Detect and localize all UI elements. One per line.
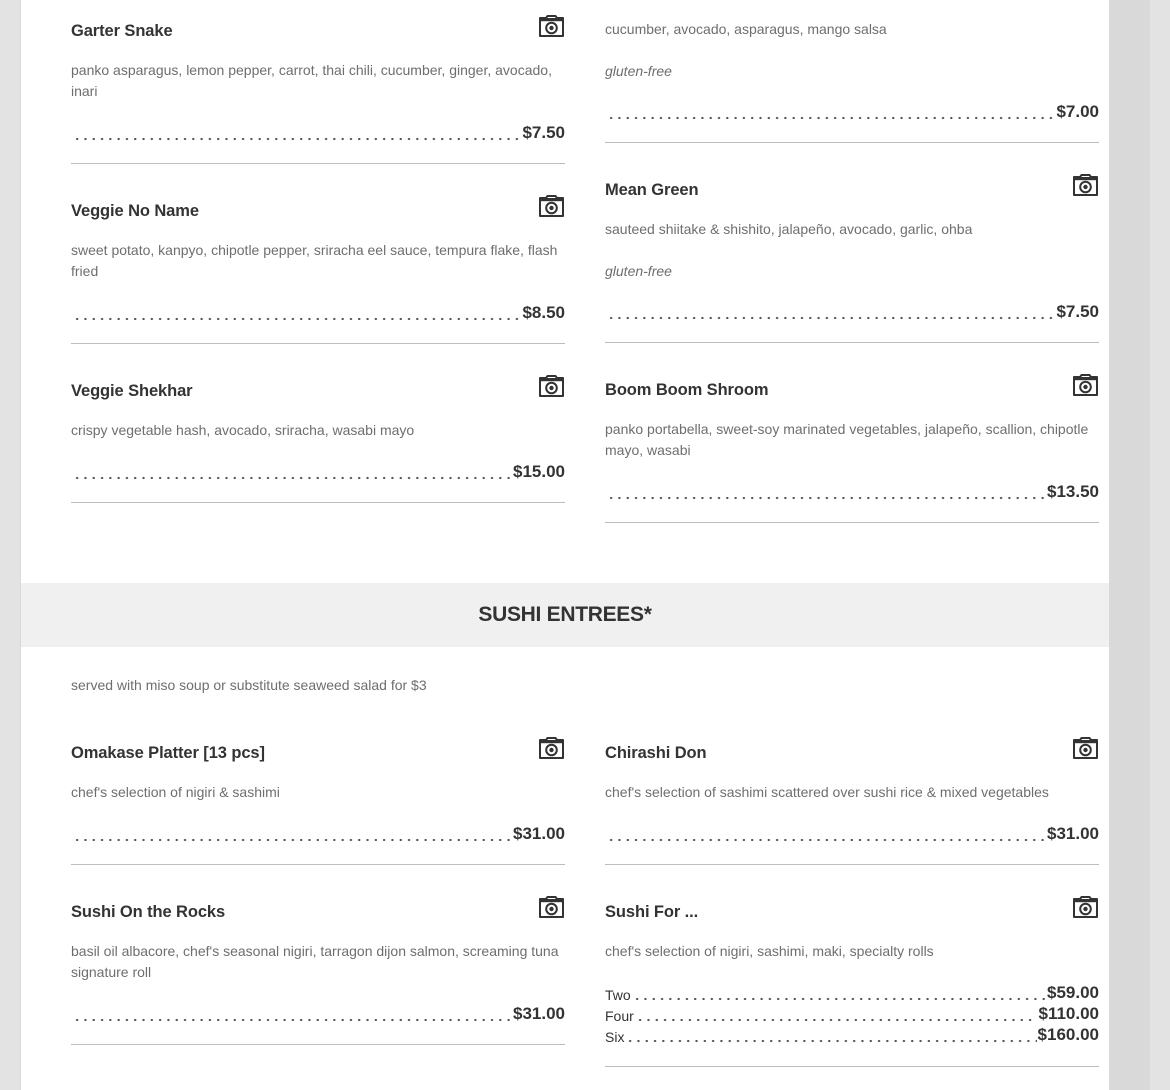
price-row (71, 122, 565, 143)
item-name: Garter Snake (71, 22, 173, 40)
divider (605, 1066, 1099, 1067)
section-note: served with miso soup or substitute seaweed salad for $3 (71, 677, 427, 693)
price-label: Four (605, 1008, 634, 1024)
item-price: $31.00 (513, 1004, 565, 1023)
camera-icon[interactable] (1072, 374, 1099, 396)
item-description: basil oil albacore, chef's seasonal nigiri, tarragon dijon salmon, screaming tuna signature roll (71, 943, 559, 980)
item-description: panko asparagus, lemon pepper, carrot, thai chili, cucumber, ginger, avocado, inari (71, 62, 552, 99)
item-price: $110.00 (1038, 1004, 1099, 1023)
item-description: chef's selection of sashimi scattered over sushi rice & mixed vegetables (605, 784, 1049, 800)
camera-icon[interactable] (1072, 737, 1099, 759)
item-name: Veggie Shekhar (71, 382, 193, 400)
divider (605, 342, 1099, 343)
divider (71, 343, 565, 344)
item-price: $59.00 (1047, 983, 1099, 1002)
item-name: Mean Green (605, 181, 699, 199)
price-row (605, 1024, 1099, 1045)
item-description: chef's selection of nigiri, sashimi, maki, specialty rolls (605, 943, 934, 959)
item-name: Omakase Platter [13 pcs] (71, 744, 265, 762)
price-row (605, 301, 1099, 322)
price-row (71, 823, 565, 844)
camera-icon[interactable] (538, 195, 565, 217)
item-price: $160.00 (1037, 1025, 1099, 1044)
item-description: cucumber, avocado, asparagus, mango salsa (605, 21, 887, 37)
divider (71, 1044, 565, 1045)
dietary-tag: gluten-free (605, 63, 672, 79)
item-name: Sushi For ... (605, 903, 699, 921)
camera-icon[interactable] (538, 15, 565, 37)
camera-icon[interactable] (538, 896, 565, 918)
divider (71, 864, 565, 865)
price-row (605, 1003, 1099, 1024)
price-row (605, 823, 1099, 844)
price-label: Two (605, 987, 631, 1003)
item-price: $7.50 (522, 123, 565, 142)
camera-icon[interactable] (538, 375, 565, 397)
dietary-tag: gluten-free (605, 263, 672, 279)
item-description: sauteed shiitake & shishito, jalapeño, avocado, garlic, ohba (605, 221, 973, 237)
item-price: $8.50 (522, 303, 565, 322)
price-row (605, 101, 1099, 122)
price-row (71, 1003, 565, 1024)
divider (71, 502, 565, 503)
price-row (605, 481, 1099, 502)
divider (71, 163, 565, 164)
price-label: Six (605, 1029, 625, 1045)
divider (605, 522, 1099, 523)
item-name: Chirashi Don (605, 744, 707, 762)
price-row (605, 982, 1099, 1003)
item-description: panko portabella, sweet-soy marinated vegetables, jalapeño, scallion, chipotle mayo, wasabi (605, 421, 1089, 458)
camera-icon[interactable] (538, 737, 565, 759)
price-row (71, 461, 565, 482)
divider (605, 142, 1099, 143)
section-title: SUSHI ENTREES* (21, 583, 1109, 647)
item-name: Veggie No Name (71, 202, 199, 220)
item-price: $31.00 (1047, 824, 1099, 843)
item-price: $13.50 (1047, 482, 1099, 501)
price-row (71, 302, 565, 323)
item-price: $7.00 (1056, 102, 1099, 121)
item-description: chef's selection of nigiri & sashimi (71, 784, 280, 800)
item-description: crispy vegetable hash, avocado, sriracha, wasabi mayo (71, 422, 415, 438)
item-price: $7.50 (1056, 302, 1099, 321)
item-description: sweet potato, kanpyo, chipotle pepper, sriracha eel sauce, tempura flake, flash fried (71, 242, 558, 279)
item-price: $15.00 (513, 462, 565, 481)
camera-icon[interactable] (1072, 174, 1099, 196)
camera-icon[interactable] (1072, 896, 1099, 918)
item-name: Sushi On the Rocks (71, 903, 226, 921)
divider (605, 864, 1099, 865)
item-price: $31.00 (513, 824, 565, 843)
item-name: Boom Boom Shroom (605, 381, 769, 399)
